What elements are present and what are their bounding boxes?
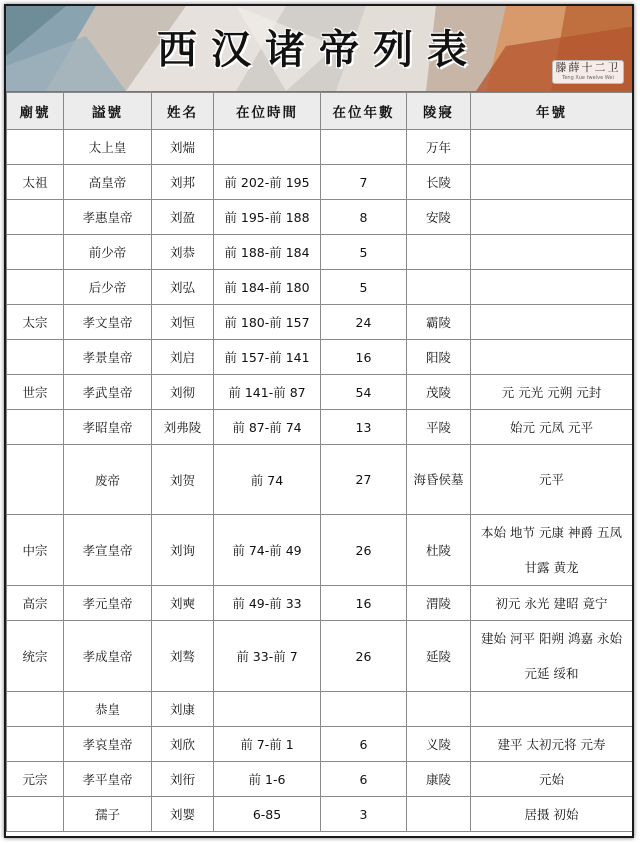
reign-period-cell: 前 1-6 [214,762,321,797]
header-row [7,93,633,130]
brand-logo [552,60,624,84]
personal-name-cell: 刘弗陵 [152,410,214,445]
reign-period-cell: 6-85 [214,797,321,832]
personal-name-cell: 刘恒 [152,305,214,340]
reign-years-cell: 6 [321,727,407,762]
temple-name-cell: 太宗 [7,305,64,340]
tomb-cell [407,797,471,832]
reign-years-cell: 54 [321,375,407,410]
emperor-table [6,92,633,832]
table-row [7,305,633,340]
tomb-cell: 长陵 [407,165,471,200]
logo-text: 滕薛十二卫 [555,61,621,74]
tomb-cell: 安陵 [407,200,471,235]
page-title: 西汉诸帝列表 [157,26,481,73]
posthumous-name-cell: 后少帝 [64,270,152,305]
reign-years-cell: 7 [321,165,407,200]
tomb-cell: 海昏侯墓 [407,445,471,515]
tomb-cell: 万年 [407,130,471,165]
personal-name-cell: 刘骜 [152,621,214,692]
temple-name-cell [7,340,64,375]
reign-period-cell [214,692,321,727]
era-names-cell: 本始 地节 元康 神爵 五凤 甘露 黄龙 [471,515,633,586]
posthumous-name-cell: 孝平皇帝 [64,762,152,797]
header-reign-years: 在位年數 [321,93,407,130]
personal-name-cell: 刘衎 [152,762,214,797]
personal-name-cell: 刘煓 [152,130,214,165]
era-names-cell [471,270,633,305]
personal-name-cell: 刘恭 [152,235,214,270]
posthumous-name-cell: 孺子 [64,797,152,832]
table-row [7,200,633,235]
posthumous-name-cell: 恭皇 [64,692,152,727]
tomb-cell [407,692,471,727]
table-row [7,727,633,762]
era-names-cell: 元平 [471,445,633,515]
posthumous-name-cell: 孝文皇帝 [64,305,152,340]
temple-name-cell: 高宗 [7,586,64,621]
header-personal-name: 姓名 [152,93,214,130]
posthumous-name-cell: 孝武皇帝 [64,375,152,410]
posthumous-name-cell: 太上皇 [64,130,152,165]
personal-name-cell: 刘婴 [152,797,214,832]
reign-period-cell: 前 33-前 7 [214,621,321,692]
tomb-cell: 康陵 [407,762,471,797]
reign-years-cell: 16 [321,340,407,375]
temple-name-cell [7,200,64,235]
reign-period-cell: 前 74-前 49 [214,515,321,586]
temple-name-cell: 世宗 [7,375,64,410]
tomb-cell: 霸陵 [407,305,471,340]
personal-name-cell: 刘奭 [152,586,214,621]
era-names-cell [471,340,633,375]
reign-years-cell: 6 [321,762,407,797]
posthumous-name-cell: 孝惠皇帝 [64,200,152,235]
personal-name-cell: 刘彻 [152,375,214,410]
temple-name-cell [7,445,64,515]
personal-name-cell: 刘贺 [152,445,214,515]
era-names-cell: 元 元光 元朔 元封 [471,375,633,410]
reign-period-cell: 前 195-前 188 [214,200,321,235]
era-names-cell: 元始 [471,762,633,797]
reign-years-cell: 16 [321,586,407,621]
tomb-cell: 渭陵 [407,586,471,621]
header-reign-period: 在位時間 [214,93,321,130]
posthumous-name-cell: 孝成皇帝 [64,621,152,692]
table-row [7,586,633,621]
temple-name-cell [7,235,64,270]
reign-years-cell: 8 [321,200,407,235]
reign-period-cell: 前 202-前 195 [214,165,321,200]
era-names-cell [471,165,633,200]
posthumous-name-cell: 废帝 [64,445,152,515]
reign-period-cell: 前 188-前 184 [214,235,321,270]
personal-name-cell: 刘邦 [152,165,214,200]
tomb-cell: 平陵 [407,410,471,445]
table-row [7,130,633,165]
table-row [7,235,633,270]
temple-name-cell: 太祖 [7,165,64,200]
table-row [7,375,633,410]
temple-name-cell [7,727,64,762]
posthumous-name-cell: 高皇帝 [64,165,152,200]
reign-years-cell: 3 [321,797,407,832]
posthumous-name-cell: 孝元皇帝 [64,586,152,621]
era-names-cell: 建始 河平 阳朔 鸿嘉 永始 元延 绥和 [471,621,633,692]
header-era-names: 年號 [471,93,633,130]
table-row [7,762,633,797]
table-row [7,621,633,692]
reign-years-cell: 26 [321,515,407,586]
table-row [7,165,633,200]
era-names-cell [471,305,633,340]
temple-name-cell [7,410,64,445]
reign-years-cell: 26 [321,621,407,692]
header-posthumous-name: 謚號 [64,93,152,130]
tomb-cell: 义陵 [407,727,471,762]
posthumous-name-cell: 孝昭皇帝 [64,410,152,445]
temple-name-cell [7,692,64,727]
tomb-cell [407,270,471,305]
reign-period-cell: 前 49-前 33 [214,586,321,621]
reign-period-cell: 前 74 [214,445,321,515]
reign-period-cell: 前 180-前 157 [214,305,321,340]
table-row [7,340,633,375]
table-row [7,515,633,586]
era-names-cell: 建平 太初元将 元寿 [471,727,633,762]
reign-period-cell: 前 141-前 87 [214,375,321,410]
page-frame [4,4,634,838]
reign-years-cell [321,692,407,727]
personal-name-cell: 刘弘 [152,270,214,305]
reign-period-cell: 前 87-前 74 [214,410,321,445]
table-row [7,270,633,305]
tomb-cell: 阳陵 [407,340,471,375]
personal-name-cell: 刘启 [152,340,214,375]
temple-name-cell [7,270,64,305]
era-names-cell: 初元 永光 建昭 竟宁 [471,586,633,621]
era-names-cell [471,200,633,235]
header-tomb: 陵寢 [407,93,471,130]
posthumous-name-cell: 孝宣皇帝 [64,515,152,586]
reign-years-cell: 5 [321,235,407,270]
table-row [7,410,633,445]
temple-name-cell [7,130,64,165]
reign-period-cell: 前 184-前 180 [214,270,321,305]
reign-years-cell: 13 [321,410,407,445]
title-banner [6,6,632,92]
table-row [7,797,633,832]
tomb-cell: 茂陵 [407,375,471,410]
era-names-cell: 居摄 初始 [471,797,633,832]
era-names-cell: 始元 元凤 元平 [471,410,633,445]
reign-period-cell: 前 157-前 141 [214,340,321,375]
table-row [7,692,633,727]
era-names-cell [471,130,633,165]
personal-name-cell: 刘欣 [152,727,214,762]
table-row [7,445,633,515]
reign-years-cell: 27 [321,445,407,515]
tomb-cell [407,235,471,270]
header-temple-name: 廟號 [7,93,64,130]
temple-name-cell: 中宗 [7,515,64,586]
reign-years-cell: 24 [321,305,407,340]
reign-period-cell [214,130,321,165]
temple-name-cell: 元宗 [7,762,64,797]
temple-name-cell [7,797,64,832]
posthumous-name-cell: 前少帝 [64,235,152,270]
era-names-cell [471,692,633,727]
reign-years-cell: 5 [321,270,407,305]
tomb-cell: 延陵 [407,621,471,692]
posthumous-name-cell: 孝景皇帝 [64,340,152,375]
tomb-cell: 杜陵 [407,515,471,586]
temple-name-cell: 统宗 [7,621,64,692]
personal-name-cell: 刘询 [152,515,214,586]
posthumous-name-cell: 孝哀皇帝 [64,727,152,762]
logo-subtext: Teng Xue twelve Wei [562,75,614,81]
era-names-cell [471,235,633,270]
personal-name-cell: 刘盈 [152,200,214,235]
reign-period-cell: 前 7-前 1 [214,727,321,762]
reign-years-cell [321,130,407,165]
personal-name-cell: 刘康 [152,692,214,727]
